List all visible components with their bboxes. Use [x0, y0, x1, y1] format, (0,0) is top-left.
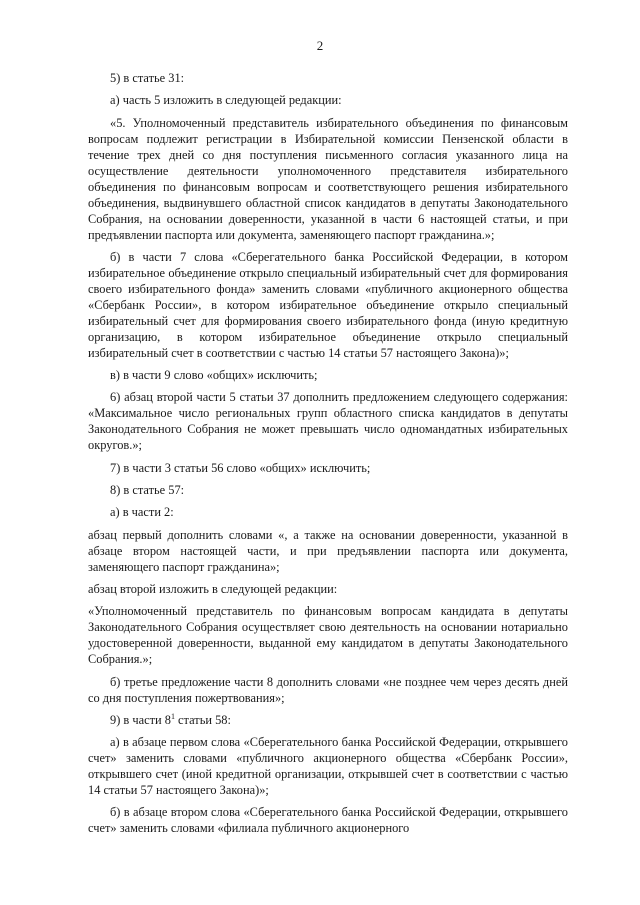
paragraph-subitem-a: а) часть 5 изложить в следующей редакции:: [110, 93, 342, 108]
paragraph-item-9-subitem-a: а) в абзаце первом слова «Сберегательного банка Российской Федерации, открывшего счет» заменить словами «публичного акционерного общества «Сбербанк России», открывшего счет (иной кредитной организации, открывшей счет в соответствии с частью 14 статьи 57 настоящего Закона)»;: [88, 735, 568, 798]
item-9-text-before: 9) в части 8: [110, 712, 171, 727]
paragraph-item-6: 6) абзац второй части 5 статьи 37 дополнить предложением следующего содержания: «Максимальное число региональных групп областного списка кандидатов в депутаты Законодательного Собрания не может превышать число одномандатных избирательных округов.»;: [88, 390, 568, 453]
paragraph-quote-part-5: «5. Уполномоченный представитель избирательного объединения по финансовым вопросам подлежит регистрации в Избирательной комиссии Пензенской области в течение трех дней со дня поступления письменного согласия указанного лица на осуществление деятельности уполномоченного представителя избирательного объединения по финансовым вопросам и соответствующего решения избирательного объединения, выдвинувшего областной список кандидатов в депутаты Законодательного Собрания, на основании доверенности, указанной в части 6 настоящей статьи, и при предъявлении паспорта или документа, заменяющего паспорт гражданина.»;: [88, 115, 568, 242]
paragraph-item-5: 5) в статье 31:: [110, 71, 185, 85]
paragraph-item-9: [88, 712, 568, 728]
paragraph-item-9-subitem-b: б) в абзаце втором слова «Сберегательного банка Российской Федерации, открывшего счет» заменить словами «филиала публичного акционерного: [88, 805, 568, 836]
paragraph-item-8: 8) в статье 57:: [110, 483, 185, 498]
item-9-text-after: статьи 58:: [174, 712, 231, 727]
paragraph-subitem-v: в) в части 9 слово «общих» исключить;: [110, 368, 318, 383]
paragraph-item-8-subitem-b: б) третье предложение части 8 дополнить словами «не позднее чем через десять дней со дня поступления пожертвования»;: [88, 674, 568, 705]
page-number: 2: [316, 38, 324, 53]
item-9-superscript: 1: [170, 711, 175, 721]
paragraph-abzac-second: абзац второй изложить в следующей редакции:: [88, 581, 338, 596]
paragraph-item-7: 7) в части 3 статьи 56 слово «общих» исключить;: [110, 460, 371, 475]
paragraph-quote-representative: «Уполномоченный представитель по финансовым вопросам кандидата в депутаты Законодательного Собрания осуществляет свою деятельность на основании нотариально удостоверенной доверенности, выданной ему кандидатом в депутаты Законодательного Собрания.»;: [88, 604, 568, 667]
document-body: [88, 70, 568, 843]
paragraph-subitem-b: б) в части 7 слова «Сберегательного банка Российской Федерации, в котором избирательное объединение открыло специальный избирательный счет для формирования своего избирательного фонда» заменить словами «публичного акционерного общества «Сбербанк России», в котором избирательное объединение открыло специальный избирательный счет для формирования своего избирательного фонда (иную кредитную организацию, в котором избирательное объединение открыло специальный избирательный счет в соответствии с частью 14 статьи 57 настоящего Закона)»;: [88, 249, 568, 360]
paragraph-abzac-first: абзац первый дополнить словами «, а также на основании доверенности, указанной в абзаце втором настоящей части, и при предъявлении паспорта или документа, заменяющего паспорт гражданина»;: [88, 527, 568, 574]
paragraph-item-8-subitem-a: а) в части 2:: [110, 505, 174, 520]
